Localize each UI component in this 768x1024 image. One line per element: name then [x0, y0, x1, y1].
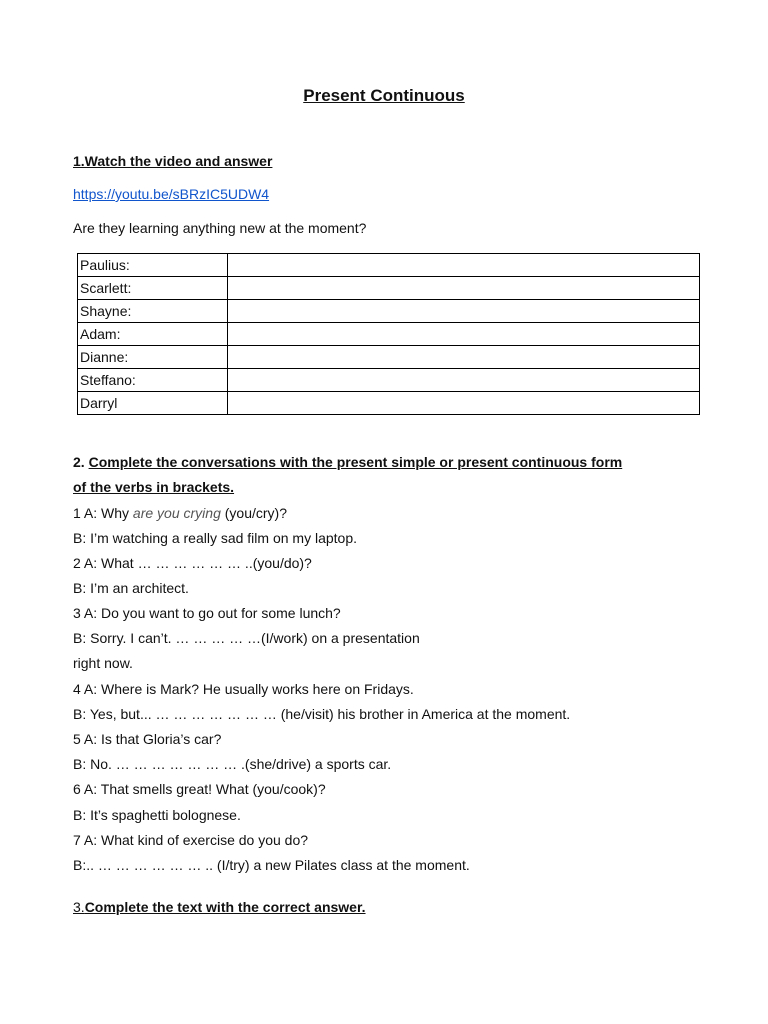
- video-link[interactable]: https://youtu.be/sBRzIC5UDW4: [73, 186, 270, 202]
- page-title: Present Continuous: [303, 86, 465, 105]
- conversation-line: right now.: [73, 655, 133, 671]
- conversation-line: B: No. … … … … … … … .(she/drive) a sports car.: [73, 756, 392, 772]
- conversation-line: 5 A: Is that Gloria’s car?: [73, 731, 222, 747]
- section-3-heading-text: Complete the text with the correct answer.: [84, 899, 366, 915]
- section-3-number: 3.: [73, 899, 85, 915]
- table-row: [78, 254, 700, 277]
- example-answer: are you crying: [132, 505, 221, 521]
- name-cell: Scarlett:: [78, 277, 228, 300]
- names-table: [77, 253, 700, 415]
- table-row: [78, 346, 700, 369]
- name-cell: Paulius:: [78, 254, 228, 277]
- conversation-line: 4 A: Where is Mark? He usually works here on Fridays.: [73, 681, 414, 697]
- table-row: [78, 323, 700, 346]
- section-2-heading-text: Complete the conversations with the present simple or present continuous form: [88, 454, 623, 470]
- table-row: [78, 369, 700, 392]
- conversation-line: 6 A: That smells great! What (you/cook)?: [73, 781, 326, 797]
- conversation-line: B: Yes, but... … … … … … … … (he/visit) his brother in America at the moment.: [73, 706, 571, 722]
- section-2-number: 2.: [73, 454, 89, 470]
- conversation-line: 7 A: What kind of exercise do you do?: [73, 832, 309, 848]
- conversation-line: B: It’s spaghetti bolognese.: [73, 807, 241, 823]
- section-1-heading: 1.Watch the video and answer: [73, 153, 273, 169]
- conversation-line: 2 A: What … … … … … … ..(you/do)?: [73, 555, 312, 571]
- answer-cell[interactable]: [228, 300, 700, 323]
- name-cell: Shayne:: [78, 300, 228, 323]
- conversation-line: 3 A: Do you want to go out for some lunch?: [73, 605, 341, 621]
- section-1-question: Are they learning anything new at the moment?: [73, 220, 367, 236]
- line-suffix: (you/cry)?: [220, 505, 287, 521]
- answer-cell[interactable]: [228, 369, 700, 392]
- name-cell: Dianne:: [78, 346, 228, 369]
- conversation-line: B:.. … … … … … … .. (I/try) a new Pilates class at the moment.: [73, 857, 470, 873]
- name-cell: Darryl: [78, 392, 228, 415]
- section-2-heading: [73, 454, 622, 470]
- conversation-line: B: Sorry. I can’t. … … … … …(I/work) on a presentation: [73, 630, 420, 646]
- name-cell: Adam:: [78, 323, 228, 346]
- table-row: [78, 392, 700, 415]
- conversation-line: [73, 505, 287, 521]
- section-2-heading-cont: of the verbs in brackets.: [73, 479, 235, 495]
- answer-cell[interactable]: [228, 323, 700, 346]
- section-3-heading: [73, 899, 366, 915]
- line-prefix: 1 A: Why: [73, 505, 133, 521]
- answer-cell[interactable]: [228, 254, 700, 277]
- answer-cell[interactable]: [228, 346, 700, 369]
- answer-cell[interactable]: [228, 392, 700, 415]
- conversation-line: B: I’m an architect.: [73, 580, 189, 596]
- conversation-line: B: I’m watching a really sad film on my laptop.: [73, 530, 358, 546]
- table-row: [78, 300, 700, 323]
- table-row: [78, 277, 700, 300]
- name-cell: Steffano:: [78, 369, 228, 392]
- answer-cell[interactable]: [228, 277, 700, 300]
